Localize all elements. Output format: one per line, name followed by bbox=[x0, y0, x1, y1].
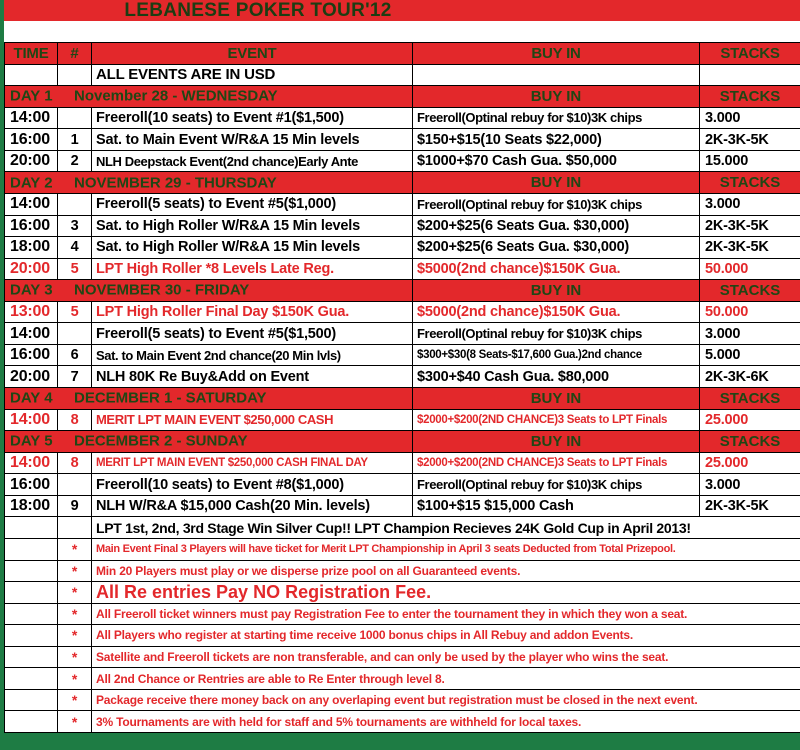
asterisk-bullet: * bbox=[58, 604, 92, 625]
asterisk-bullet: * bbox=[58, 539, 92, 560]
day-buyin-header: BUY IN bbox=[413, 431, 700, 452]
event-number-cell bbox=[58, 65, 92, 86]
buyin-cell: $200+$25(6 Seats Gua. $30,000) bbox=[413, 237, 700, 258]
event-row-highlighted bbox=[5, 302, 800, 324]
event-number-cell: 4 bbox=[58, 237, 92, 258]
time-cell: 13:00 bbox=[5, 302, 58, 323]
buyin-cell: Freeroll(Optinal rebuy for $10)3K chips bbox=[413, 323, 700, 344]
event-name-cell: Sat. to Main Event W/R&A 15 Min levels bbox=[92, 129, 413, 150]
day-band-left bbox=[5, 388, 413, 409]
day-band bbox=[5, 388, 800, 410]
event-name-cell: Freeroll(10 seats) to Event #8($1,000) bbox=[92, 474, 413, 495]
note-row bbox=[5, 561, 800, 583]
stacks-cell: 50.000 bbox=[705, 304, 749, 321]
day-band-left bbox=[5, 280, 413, 301]
event-name-cell: MERIT LPT MAIN EVENT $250,000 CASH bbox=[92, 410, 413, 431]
time-cell: 14:00 bbox=[5, 108, 58, 129]
buyin-cell: $5000(2nd chance)$150K Gua. bbox=[413, 302, 700, 323]
event-number-cell bbox=[58, 517, 92, 538]
event-name-cell: Freeroll(5 seats) to Event #5($1,500) bbox=[92, 323, 413, 344]
header-stacks: STACKS bbox=[720, 44, 780, 62]
asterisk-bullet: * bbox=[58, 668, 92, 689]
day-stacks-header: STACKS bbox=[719, 87, 781, 105]
day-date: DECEMBER 1 - SATURDAY bbox=[74, 389, 267, 407]
stacks-cell: 2K-3K-6K bbox=[705, 368, 769, 385]
event-row bbox=[5, 474, 800, 496]
title-band bbox=[4, 0, 800, 21]
buyin-cell: $100+$15 $15,000 Cash bbox=[413, 496, 700, 517]
event-number-cell: 1 bbox=[58, 129, 92, 150]
asterisk-bullet: * bbox=[58, 647, 92, 668]
note-row bbox=[5, 690, 800, 712]
buyin-cell: $5000(2nd chance)$150K Gua. bbox=[413, 259, 700, 280]
time-cell: 14:00 bbox=[5, 194, 58, 215]
stacks-cell: 50.000 bbox=[705, 260, 749, 277]
day-buyin-header: BUY IN bbox=[413, 172, 700, 193]
buyin-cell: $2000+$200(2ND CHANCE)3 Seats to LPT Finals bbox=[413, 453, 700, 474]
event-name-cell: Sat. to High Roller W/R&A 15 Min levels bbox=[92, 216, 413, 237]
event-number-cell: 8 bbox=[58, 410, 92, 431]
time-cell: 16:00 bbox=[5, 345, 58, 366]
stacks-cell: 3.000 bbox=[705, 109, 741, 126]
asterisk-bullet: * bbox=[58, 582, 92, 603]
schedule-table bbox=[4, 42, 800, 733]
event-number-cell: 5 bbox=[58, 259, 92, 280]
day-date: November 28 - WEDNESDAY bbox=[74, 87, 278, 105]
day-date: DECEMBER 2 - SUNDAY bbox=[74, 432, 248, 450]
asterisk-bullet: * bbox=[58, 711, 92, 732]
day-band-left bbox=[5, 431, 413, 452]
buyin-cell: $150+$15(10 Seats $22,000) bbox=[413, 129, 700, 150]
time-cell: 16:00 bbox=[5, 129, 58, 150]
note-row bbox=[5, 668, 800, 690]
stacks-cell: 15.000 bbox=[705, 153, 749, 170]
note-text: All Players who register at starting time receive 1000 bonus chips in All Rebuy and addon Events. bbox=[96, 628, 633, 643]
day-stacks-header: STACKS bbox=[719, 389, 781, 407]
time-cell bbox=[5, 711, 58, 732]
note-row bbox=[5, 539, 800, 561]
buyin-cell: $300+$30(8 Seats-$17,600 Gua.)2nd chance bbox=[413, 345, 700, 366]
event-name-cell: MERIT LPT MAIN EVENT $250,000 CASH FINAL DAY bbox=[92, 453, 413, 474]
buyin-cell: Freeroll(Optinal rebuy for $10)3K chips bbox=[413, 108, 700, 129]
time-cell bbox=[5, 668, 58, 689]
stacks-cell: 3.000 bbox=[705, 476, 741, 493]
event-row bbox=[5, 345, 800, 367]
buyin-cell: $2000+$200(2ND CHANCE)3 Seats to LPT Finals bbox=[413, 410, 700, 431]
time-cell: 16:00 bbox=[5, 474, 58, 495]
day-buyin-header: BUY IN bbox=[413, 280, 700, 301]
event-row bbox=[5, 129, 800, 151]
buyin-cell: $200+$25(6 Seats Gua. $30,000) bbox=[413, 216, 700, 237]
time-cell bbox=[5, 647, 58, 668]
bottom-green-border bbox=[0, 732, 800, 750]
event-row bbox=[5, 496, 800, 518]
day-stacks-header: STACKS bbox=[719, 281, 781, 299]
day-band-left bbox=[5, 172, 413, 193]
note-text: Satellite and Freeroll tickets are non transferable, and can only be used by the player who wins the seat. bbox=[96, 650, 669, 665]
banner-row bbox=[5, 517, 800, 539]
stacks-cell: 2K-3K-5K bbox=[705, 217, 769, 234]
event-row bbox=[5, 151, 800, 173]
day-date: NOVEMBER 30 - FRIDAY bbox=[74, 281, 250, 299]
event-number-cell: 6 bbox=[58, 345, 92, 366]
day-band bbox=[5, 172, 800, 194]
event-number-cell: 9 bbox=[58, 496, 92, 517]
event-row bbox=[5, 237, 800, 259]
time-cell bbox=[5, 561, 58, 582]
event-name-cell: NLH W/R&A $15,000 Cash(20 Min. levels) bbox=[92, 496, 413, 517]
event-row-highlighted bbox=[5, 410, 800, 432]
time-cell bbox=[5, 539, 58, 560]
event-row bbox=[5, 323, 800, 345]
event-name-cell: Sat. to High Roller W/R&A 15 Min levels bbox=[92, 237, 413, 258]
note-text: Package receive there money back on any overlaping event but registration must be closed in the next event. bbox=[96, 693, 698, 708]
stacks-cell: 3.000 bbox=[705, 325, 741, 342]
header-number: # bbox=[58, 43, 92, 64]
stacks-cell: 3.000 bbox=[705, 196, 741, 213]
event-row bbox=[5, 108, 800, 130]
day-stacks-header: STACKS bbox=[719, 432, 781, 450]
time-cell: 14:00 bbox=[5, 323, 58, 344]
schedule-content bbox=[4, 0, 800, 733]
event-row bbox=[5, 366, 800, 388]
event-name-cell: Freeroll(5 seats) to Event #5($1,000) bbox=[92, 194, 413, 215]
note-row bbox=[5, 711, 800, 733]
buyin-cell: Freeroll(Optinal rebuy for $10)3K chips bbox=[413, 194, 700, 215]
day-band-left bbox=[5, 86, 413, 107]
stacks-cell: 2K-3K-5K bbox=[705, 131, 769, 148]
asterisk-bullet: * bbox=[58, 561, 92, 582]
page-title: LEBANESE POKER TOUR'12 bbox=[124, 0, 392, 21]
event-row-highlighted bbox=[5, 453, 800, 475]
note-text: All 2nd Chance or Rentries are able to Re Enter through level 8. bbox=[96, 671, 445, 686]
note-text: Min 20 Players must play or we disperse prize pool on all Guaranteed events. bbox=[96, 563, 521, 578]
event-number-cell: 7 bbox=[58, 366, 92, 387]
stacks-cell bbox=[700, 65, 800, 86]
day-band bbox=[5, 86, 800, 108]
event-number-cell bbox=[58, 194, 92, 215]
time-cell bbox=[5, 582, 58, 603]
event-name-cell: Sat. to Main Event 2nd chance(20 Min lvls) bbox=[92, 345, 413, 366]
buyin-cell bbox=[413, 65, 700, 86]
event-row bbox=[5, 194, 800, 216]
time-cell: 18:00 bbox=[5, 237, 58, 258]
event-number-cell: 5 bbox=[58, 302, 92, 323]
day-date: NOVEMBER 29 - THURSDAY bbox=[74, 174, 277, 192]
event-name-cell: Freeroll(10 seats) to Event #1($1,500) bbox=[92, 108, 413, 129]
stacks-cell: 2K-3K-5K bbox=[705, 239, 769, 256]
title-gap bbox=[4, 21, 800, 42]
time-cell: 20:00 bbox=[5, 259, 58, 280]
time-cell: 20:00 bbox=[5, 151, 58, 172]
note-row bbox=[5, 604, 800, 626]
note-text: 3% Tournaments are with held for staff and 5% tournaments are withheld for local taxes. bbox=[96, 714, 582, 729]
note-text: Main Event Final 3 Players will have ticket for Merit LPT Championship in April 3 seats Deducted from Total Prizepool. bbox=[96, 543, 676, 556]
time-cell bbox=[5, 690, 58, 711]
time-cell bbox=[5, 65, 58, 86]
time-cell bbox=[5, 604, 58, 625]
time-cell: 14:00 bbox=[5, 453, 58, 474]
time-cell: 14:00 bbox=[5, 410, 58, 431]
table-header-row bbox=[5, 43, 800, 65]
note-row bbox=[5, 647, 800, 669]
header-event: EVENT bbox=[92, 43, 413, 64]
event-number-cell bbox=[58, 323, 92, 344]
note-row bbox=[5, 625, 800, 647]
event-name-cell: LPT High Roller *8 Levels Late Reg. bbox=[92, 259, 413, 280]
event-name-cell: NLH 80K Re Buy&Add on Event bbox=[92, 366, 413, 387]
header-time: TIME bbox=[5, 43, 58, 64]
event-name-cell: LPT High Roller Final Day $150K Gua. bbox=[92, 302, 413, 323]
note-text: All Re entries Pay NO Registration Fee. bbox=[96, 582, 432, 602]
note-text: All Freeroll ticket winners must pay Registration Fee to enter the tournament they in which they won a seat. bbox=[96, 606, 688, 621]
usd-note-row bbox=[5, 65, 800, 87]
buyin-cell: $1000+$70 Cash Gua. $50,000 bbox=[413, 151, 700, 172]
usd-note: ALL EVENTS ARE IN USD bbox=[92, 65, 413, 86]
day-label: DAY 2 bbox=[10, 174, 53, 192]
time-cell: 16:00 bbox=[5, 216, 58, 237]
stacks-cell: 25.000 bbox=[705, 411, 749, 428]
time-cell: 18:00 bbox=[5, 496, 58, 517]
event-row-highlighted bbox=[5, 259, 800, 281]
event-number-cell: 2 bbox=[58, 151, 92, 172]
event-number-cell bbox=[58, 108, 92, 129]
time-cell bbox=[5, 625, 58, 646]
stacks-cell: 25.000 bbox=[705, 454, 749, 471]
buyin-cell: $300+$40 Cash Gua. $80,000 bbox=[413, 366, 700, 387]
stacks-cell: 5.000 bbox=[705, 347, 741, 364]
event-number-cell bbox=[58, 474, 92, 495]
day-band bbox=[5, 431, 800, 453]
day-band bbox=[5, 280, 800, 302]
day-buyin-header: BUY IN bbox=[413, 86, 700, 107]
event-number-cell: 8 bbox=[58, 453, 92, 474]
note-row bbox=[5, 582, 800, 604]
day-label: DAY 4 bbox=[10, 389, 53, 407]
day-stacks-header: STACKS bbox=[719, 174, 781, 192]
header-buyin: BUY IN bbox=[413, 43, 700, 64]
silver-cup-banner: LPT 1st, 2nd, 3rd Stage Win Silver Cup!! LPT Champion Recieves 24K Gold Cup in April 2013! bbox=[96, 519, 691, 536]
asterisk-bullet: * bbox=[58, 625, 92, 646]
event-row bbox=[5, 216, 800, 238]
day-label: DAY 5 bbox=[10, 432, 53, 450]
stacks-cell: 2K-3K-5K bbox=[705, 498, 769, 515]
day-label: DAY 3 bbox=[10, 281, 53, 299]
event-number-cell: 3 bbox=[58, 216, 92, 237]
buyin-cell: Freeroll(Optinal rebuy for $10)3K chips bbox=[413, 474, 700, 495]
time-cell bbox=[5, 517, 58, 538]
time-cell: 20:00 bbox=[5, 366, 58, 387]
asterisk-bullet: * bbox=[58, 690, 92, 711]
event-name-cell: NLH Deepstack Event(2nd chance)Early Ante bbox=[92, 151, 413, 172]
day-label: DAY 1 bbox=[10, 87, 53, 105]
day-buyin-header: BUY IN bbox=[413, 388, 700, 409]
